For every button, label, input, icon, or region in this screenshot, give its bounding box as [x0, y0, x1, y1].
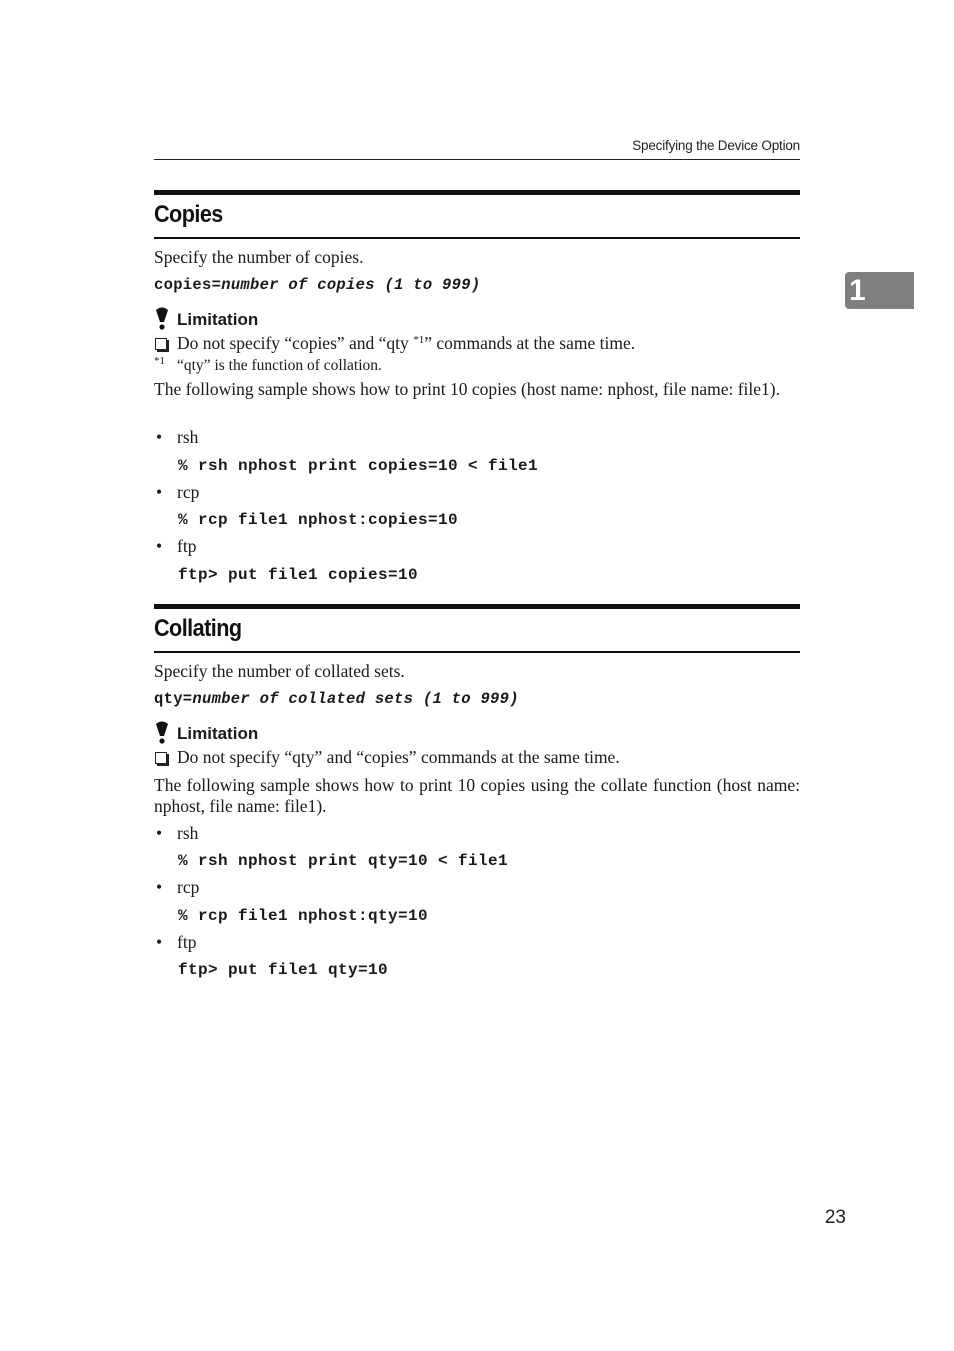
bullet-dot: • — [156, 536, 163, 556]
method-label: rcp — [177, 877, 200, 897]
syntax-key: qty= — [154, 690, 193, 708]
exclamation-icon — [154, 306, 170, 332]
method-label: rsh — [177, 427, 199, 447]
limitation-text — [177, 333, 635, 354]
command-example: ftp> put file1 qty=10 — [178, 961, 389, 979]
exclamation-icon — [154, 720, 170, 746]
syntax-key: copies= — [154, 276, 222, 294]
page-number: 23 — [824, 1207, 846, 1228]
command-example: % rsh nphost print qty=10 < file1 — [178, 852, 509, 870]
command-example: % rcp file1 nphost:qty=10 — [178, 907, 429, 925]
method-label: ftp — [177, 536, 197, 556]
footnote-mark: *1 — [154, 355, 165, 367]
bullet-dot: • — [156, 482, 163, 502]
limitation-label: Limitation — [177, 724, 259, 743]
copies-intro: Specify the number of copies. — [154, 247, 364, 267]
bullet-dot: • — [156, 427, 163, 447]
section-bottom-rule — [154, 237, 800, 239]
header-rule — [154, 159, 800, 160]
limitation-text-part: Do not specify “copies” and “qty — [177, 333, 414, 353]
footnote-text: “qty” is the function of collation. — [177, 357, 382, 374]
section-top-rule — [154, 604, 800, 609]
bullet-dot: • — [156, 877, 163, 897]
chapter-tab — [845, 272, 914, 309]
checkbox-icon — [155, 338, 167, 350]
collating-intro: Specify the number of collated sets. — [154, 661, 405, 681]
section-bottom-rule — [154, 651, 800, 653]
checkbox-icon — [155, 752, 167, 764]
syntax-param: number of copies (1 to 999) — [221, 276, 481, 294]
command-example: % rsh nphost print copies=10 < file1 — [178, 457, 539, 475]
chapter-number: 1 — [849, 274, 866, 307]
method-label: rsh — [177, 823, 199, 843]
limitation-text-part: ” commands at the same time. — [424, 333, 636, 353]
syntax-param: number of collated sets (1 to 999) — [192, 690, 519, 708]
copies-syntax — [154, 275, 480, 295]
limitation-label: Limitation — [177, 310, 259, 329]
command-example: % rcp file1 nphost:copies=10 — [178, 511, 459, 529]
method-label: rcp — [177, 482, 200, 502]
running-header: Specifying the Device Option — [632, 138, 800, 153]
section-title-copies: Copies — [154, 201, 223, 228]
bullet-dot: • — [156, 823, 163, 843]
collating-sample-intro: The following sample shows how to print 10 copies using the collate function (host name: nphost, file name: file1). — [154, 775, 800, 816]
section-title-collating: Collating — [154, 615, 242, 642]
collating-syntax — [154, 689, 519, 709]
bullet-dot: • — [156, 932, 163, 952]
command-example: ftp> put file1 copies=10 — [178, 566, 419, 584]
limitation-text: Do not specify “qty” and “copies” commands at the same time. — [177, 747, 620, 767]
method-label: ftp — [177, 932, 197, 952]
section-top-rule — [154, 190, 800, 195]
footnote-ref: *1 — [413, 334, 425, 346]
copies-sample-intro: The following sample shows how to print 10 copies (host name: nphost, file name: file1). — [154, 379, 781, 399]
